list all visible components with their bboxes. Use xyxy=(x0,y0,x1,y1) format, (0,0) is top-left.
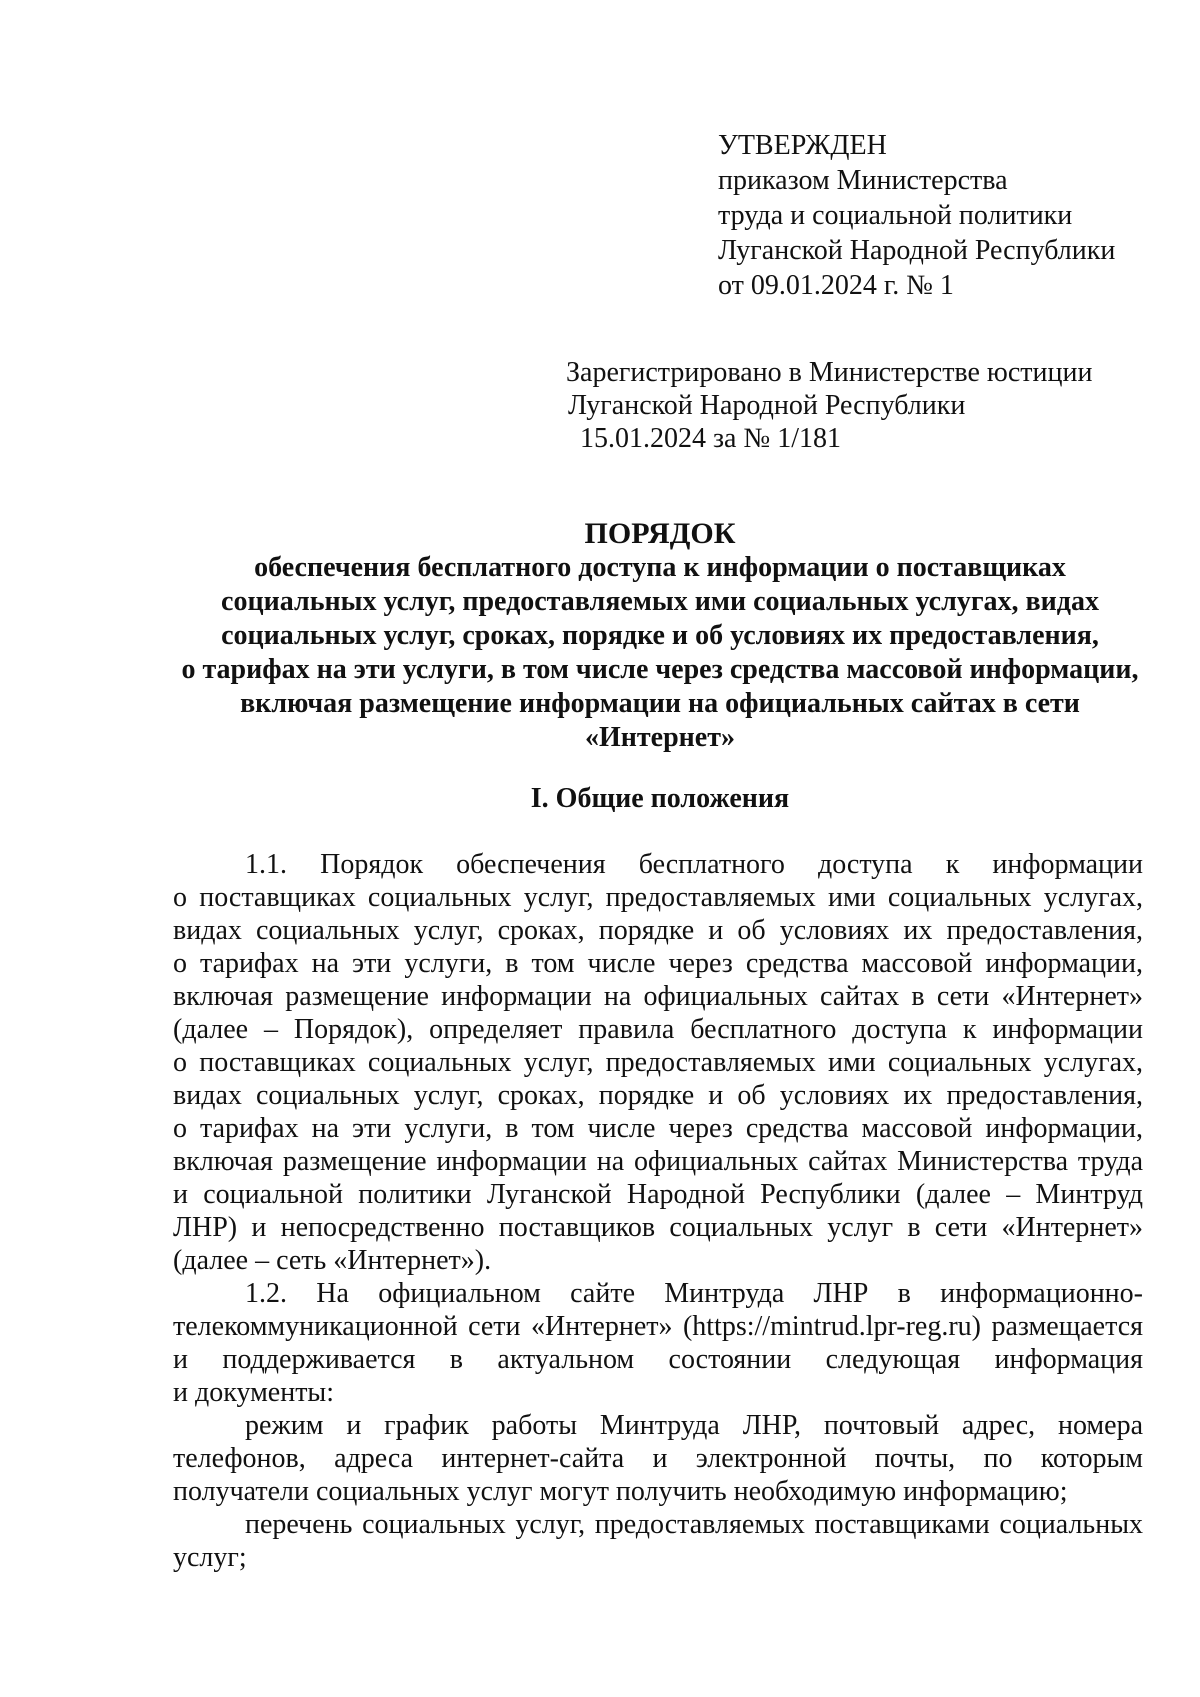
text-line: и поддерживается в актуальном состоянии следующая информация xyxy=(173,1344,1143,1375)
approval-line: Луганской Народной Республики xyxy=(718,235,1116,266)
document-title xyxy=(150,517,1170,755)
title-line: социальных услуг, предоставляемых ими социальных услугах, видах xyxy=(221,586,1099,617)
text-line: включая размещение информации на официальных сайтах Министерства труда xyxy=(173,1146,1143,1177)
text-line: и документы: xyxy=(173,1377,335,1408)
text-line: о тарифах на эти услуги, в том числе через средства массовой информации, xyxy=(173,1113,1143,1144)
text-line: перечень социальных услуг, предоставляемых поставщиками социальных xyxy=(245,1509,1143,1540)
approval-stamp xyxy=(718,128,1115,303)
registration-line: 15.01.2024 за № 1/181 xyxy=(580,423,841,454)
text-line: услуг; xyxy=(173,1542,247,1573)
paragraph-1-2 xyxy=(173,1277,1143,1409)
text-line: получатели социальных услуг могут получить необходимую информацию; xyxy=(173,1476,1068,1507)
registration-line: Зарегистрировано в Министерстве юстиции xyxy=(566,357,1093,388)
text-line: о поставщиках социальных услуг, предоставляемых ими социальных услугах, xyxy=(173,882,1143,913)
text-line: 1.1. Порядок обеспечения бесплатного доступа к информации xyxy=(245,849,1143,880)
title-line: социальных услуг, сроках, порядке и об условиях их предоставления, xyxy=(221,620,1099,651)
title-line: включая размещение информации на официальных сайтах в сети xyxy=(240,688,1080,719)
text-line: и социальной политики Луганской Народной Республики (далее – Минтруд xyxy=(173,1179,1143,1210)
text-line: (далее – сеть «Интернет»). xyxy=(173,1245,492,1276)
approval-line: УТВЕРЖДЕН xyxy=(718,130,887,161)
title-line: о тарифах на эти услуги, в том числе через средства массовой информации, xyxy=(181,654,1139,685)
text-line: (далее – Порядок), определяет правила бесплатного доступа к информации xyxy=(173,1014,1143,1045)
approval-line: от 09.01.2024 г. № 1 xyxy=(718,270,954,301)
text-line: ЛНР) и непосредственно поставщиков социальных услуг в сети «Интернет» xyxy=(173,1212,1143,1243)
text-line: включая размещение информации на официальных сайтах в сети «Интернет» xyxy=(173,981,1143,1012)
paragraph-services-list xyxy=(173,1508,1143,1574)
registration-line: Луганской Народной Республики xyxy=(568,390,966,421)
title-line: «Интернет» xyxy=(585,722,735,753)
text-line: о тарифах на эти услуги, в том числе через средства массовой информации, xyxy=(173,948,1143,979)
approval-line: приказом Министерства xyxy=(718,165,1008,196)
paragraph-schedule xyxy=(173,1409,1143,1508)
text-line: видах социальных услуг, сроках, порядке и об условиях их предоставления, xyxy=(173,1080,1143,1111)
text-line: о поставщиках социальных услуг, предоставляемых ими социальных услугах, xyxy=(173,1047,1143,1078)
text-line: видах социальных услуг, сроках, порядке и об условиях их предоставления, xyxy=(173,915,1143,946)
text-line: телефонов, адреса интернет-сайта и электронной почты, по которым xyxy=(173,1443,1143,1474)
text-line: режим и график работы Минтруда ЛНР, почтовый адрес, номера xyxy=(245,1410,1143,1441)
approval-line: труда и социальной политики xyxy=(718,200,1073,231)
text-line: телекоммуникационной сети «Интернет» (https://mintrud.lpr-reg.ru) размещается xyxy=(173,1311,1143,1342)
text-line: 1.2. На официальном сайте Минтруда ЛНР в информационно- xyxy=(245,1278,1143,1309)
title-heading: ПОРЯДОК xyxy=(584,517,736,550)
section-heading: I. Общие положения xyxy=(530,783,790,814)
registration-note xyxy=(566,356,1092,455)
document-body xyxy=(173,848,1143,1574)
paragraph-1-1 xyxy=(173,848,1143,1277)
title-line: обеспечения бесплатного доступа к информации о поставщиках xyxy=(254,552,1066,583)
